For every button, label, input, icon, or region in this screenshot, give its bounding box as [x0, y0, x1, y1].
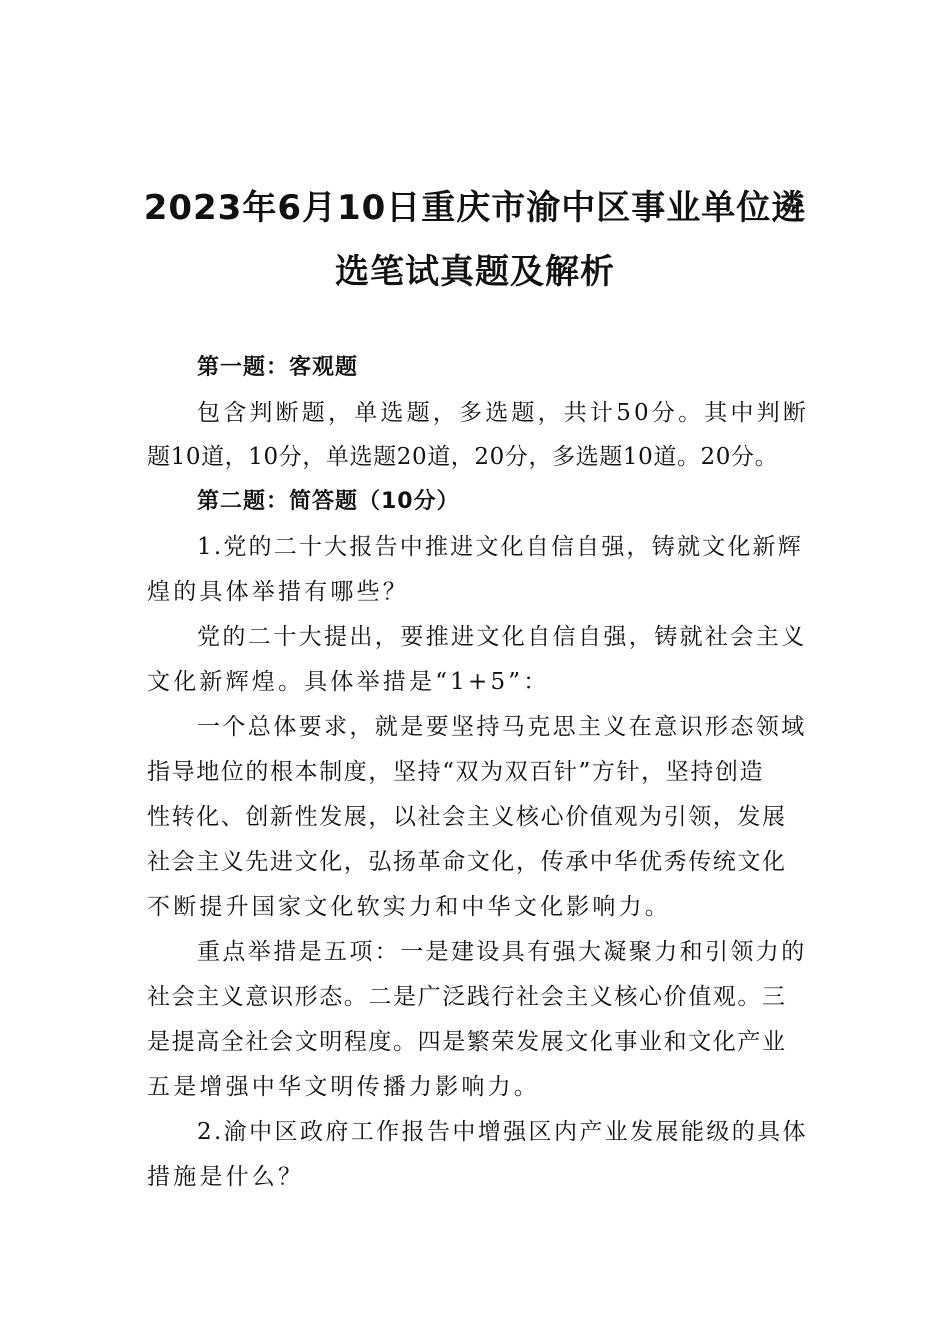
paragraph-line: 是提高全社会文明程度。四是繁荣发展文化事业和文化产业: [147, 1029, 787, 1055]
paragraph-line: 题10道，10分，单选题20道，20分，多选题10道。20分。: [147, 444, 779, 470]
paragraph-line: 重点举措是五项：一是建设具有强大凝聚力和引领力的: [197, 939, 807, 965]
question-line: 煌的具体举措有哪些？: [147, 579, 409, 605]
paragraph-line: 五是增强中华文明传播力影响力。: [147, 1074, 540, 1100]
paragraph-line: 不断提升国家文化软实力和中华文化影响力。: [147, 894, 671, 920]
paragraph-line: 文化新辉煌。具体举措是“1+5”：: [147, 669, 550, 695]
question-line: 1.党的二十大报告中推进文化自信自强，铸就文化新辉: [197, 534, 803, 560]
paragraph-line: 一个总体要求，就是要坚持马克思主义在意识形态领域: [197, 714, 807, 740]
paragraph-line: 社会主义先进文化，弘扬革命文化，传承中华优秀传统文化: [147, 849, 787, 875]
paragraph-line: 党的二十大提出，要推进文化自信自强，铸就社会主义: [197, 624, 807, 650]
section-heading-objective: 第一题：客观题: [197, 355, 359, 380]
document-title-line-1: 2023年6月10日重庆市渝中区事业单位遴: [143, 188, 807, 228]
paragraph-line: 指导地位的根本制度，坚持“双为双百针”方针，坚持创造: [147, 759, 765, 785]
question-line: 措施是什么？: [147, 1164, 305, 1190]
paragraph-line: 性转化、创新性发展，以社会主义核心价值观为引领，发展: [147, 804, 787, 830]
paragraph-line: 包含判断题，单选题，多选题，共计50分。其中判断: [197, 400, 810, 426]
question-line: 2.渝中区政府工作报告中增强区内产业发展能级的具体: [197, 1119, 808, 1145]
section-heading-short-answer: 第二题：简答题（10分）: [197, 489, 460, 514]
paragraph-line: 社会主义意识形态。二是广泛践行社会主义核心价值观。三: [147, 984, 787, 1010]
document-title-line-2: 选笔试真题及解析: [335, 252, 615, 292]
